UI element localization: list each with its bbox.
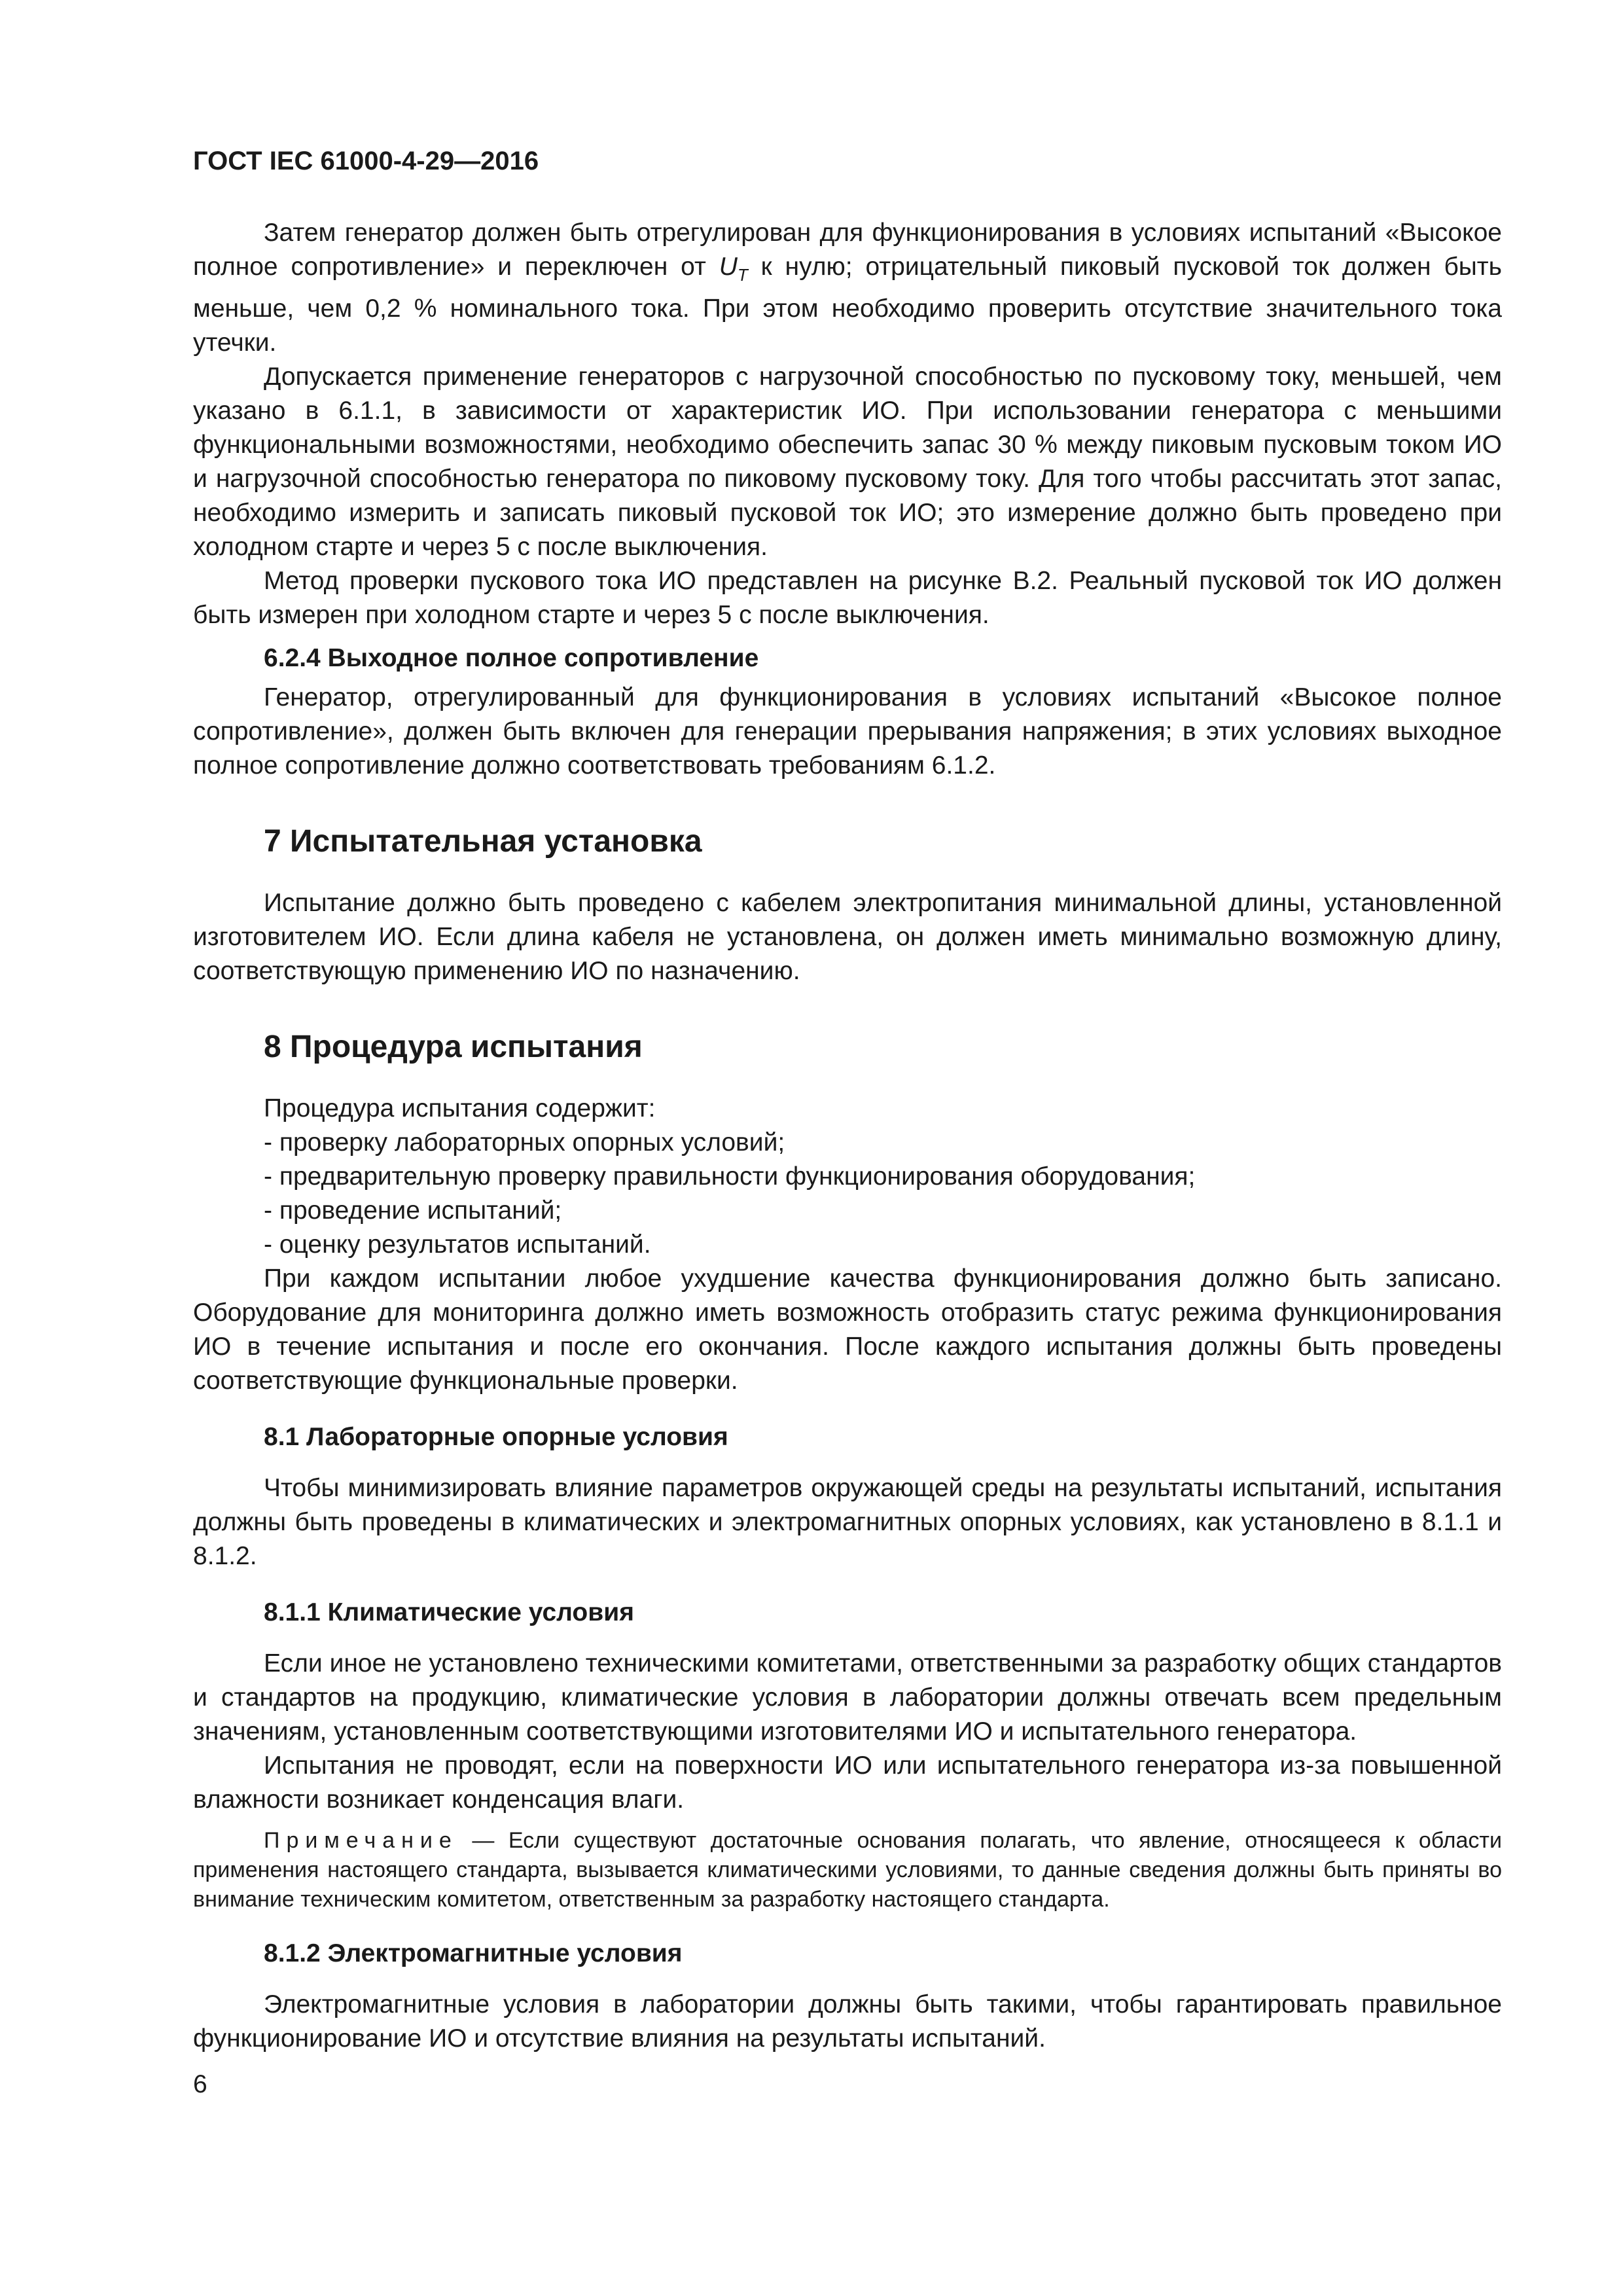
paragraph-condensation: Испытания не проводят, если на поверхности ИО или испытательного генератора из-за повышенной влажности возникает конденсация влаги. [193,1751,1502,1814]
section-heading-7: 7 Испытательная установка [264,823,702,859]
paragraph-test-setup: Испытание должно быть проведено с кабелем электропитания минимальной длины, установленной изготовителем ИО. Если длина кабеля не установлена, он должен иметь минимально возможную длину, соответствующую применению ИО по назначению. [193,888,1502,985]
document-header: ГОСТ IEC 61000-4-29—2016 [193,147,539,175]
paragraph-reference-conditions: Чтобы минимизировать влияние параметров окружающей среды на результаты испытаний, испытания должны быть проведены в климатических и электромагнитных опорных условиях, как установлено в 8.1.1 и 8.1.2. [193,1473,1502,1570]
ut-symbol: U [719,253,738,281]
ut-subscript: T [737,264,748,285]
paragraph-electromagnetic-conditions: Электромагнитные условия в лаборатории должны быть такими, чтобы гарантировать правильное функционирование ИО и отсутствие влияния на результаты испытаний. [193,1990,1502,2053]
paragraph-inrush-method: Метод проверки пускового тока ИО представлен на рисунке В.2. Реальный пусковой ток ИО должен быть измерен при холодном старте и через 5 с после выключения. [193,566,1502,629]
paragraph-procedure-intro: Процедура испытания содержит: [264,1094,656,1122]
page-number: 6 [193,2070,207,2098]
paragraph-climatic-conditions: Если иное не установлено техническими комитетами, ответственными за разработку общих стандартов и стандартов на продукцию, климатические условия в лаборатории должны отвечать всем предельным значениям, установленным соответствующими изготовителями ИО и испытательного генератора. [193,1649,1502,1746]
note [193,1826,1502,1914]
list-item: - оценку результатов испытаний. [264,1230,651,1259]
paragraph-degradation-recording: При каждом испытании любое ухудшение качества функционирования должно быть записано. Оборудование для мониторинга должно иметь возможность отобразить статус режима функционирования ИО в течение испытания и после его окончания. После каждого испытания должны быть проведены соответствующие функциональные проверки. [193,1264,1502,1395]
note-text: — Если существуют достаточные основания полагать, что явление, относящееся к области применения настоящего стандарта, вызывается климатическими условиями, то данные сведения должны быть приняты во внимание техническим комитетом, ответственным за разработку настоящего стандарта. [193,1827,1502,1912]
paragraph-generator-capacity: Допускается применение генераторов с нагрузочной способностью по пусковому току, меньшей, чем указано в 6.1.1, в зависимости от характеристик ИО. При использовании генератора с меньшими функциональными возможностями, необходимо обеспечить запас 30 % между пиковым пусковым током ИО и нагрузочной способностью генератора по пиковому пусковому току. Для того чтобы рассчитать этот запас, необходимо измерить и записать пиковый пусковой ток ИО; это измерение должно быть проведено при холодном старте и через 5 с после выключения. [193,362,1502,561]
list-item: - проведение испытаний; [264,1196,562,1225]
section-heading-8-1: 8.1 Лабораторные опорные условия [264,1422,728,1451]
list-item: - предварительную проверку правильности функционирования оборудования; [264,1162,1196,1191]
paragraph-generator-adjustment [193,216,1502,360]
section-heading-8: 8 Процедура испытания [264,1029,643,1064]
section-heading-6-2-4: 6.2.4 Выходное полное сопротивление [264,643,759,672]
section-heading-8-1-2: 8.1.2 Электромагнитные условия [264,1939,683,1967]
note-label: Примечание [264,1827,458,1853]
paragraph-output-impedance: Генератор, отрегулированный для функционирования в условиях испытаний «Высокое полное сопротивление», должен быть включен для генерации прерывания напряжения; в этих условиях выходное полное сопротивление должно соответствовать требованиям 6.1.2. [193,683,1502,780]
paragraph-text: Затем генератор должен быть отрегулирован для функционирования в условиях испытаний «Высокое полное сопротивление» и переключен от [193,219,1502,281]
document-page [193,143,1502,2102]
paragraph-text: к нулю; отрицательный пиковый пусковой ток должен быть меньше, чем 0,2 % номинального тока. При этом необходимо проверить отсутствие значительного тока утечки. [193,253,1502,357]
list-item: - проверку лабораторных опорных условий; [264,1128,785,1157]
section-heading-8-1-1: 8.1.1 Климатические условия [264,1598,634,1626]
